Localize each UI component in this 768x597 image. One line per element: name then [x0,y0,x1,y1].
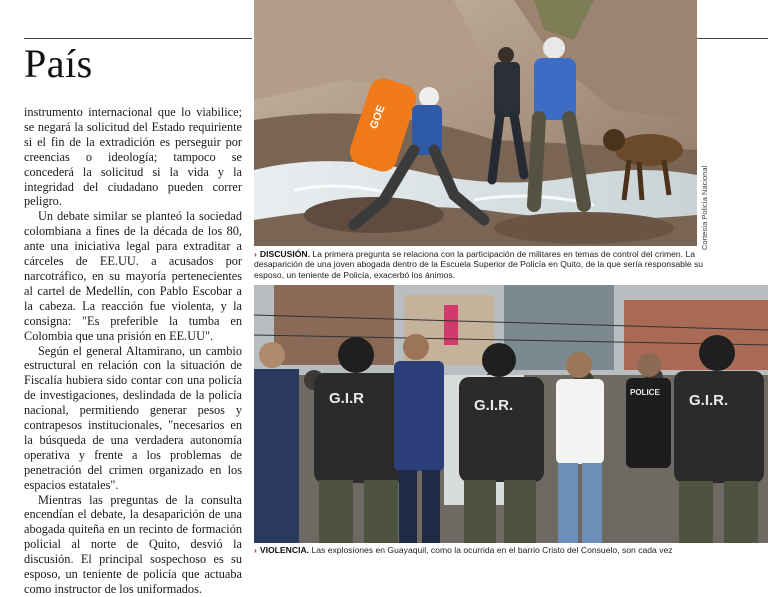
gir-photo-illustration [254,285,768,543]
caption-text: La primera pregunta se relaciona con la participación de militares en temas de control del crimen. La desaparición de una joven abogada dentro de la Escuela Superior de Policía en Quito, de la que sería responsable su esposo, un teniente de Policía, exacerbó los ánimos. [254,249,704,280]
caption-violencia [254,545,768,555]
left-column [24,0,242,596]
photo-rescue-scene [254,0,697,246]
vest-label-2: G.I.R. [474,397,514,414]
article-body [24,105,242,597]
photo-gir-officers [254,285,768,543]
rescue-photo-illustration [254,0,697,246]
right-rule [697,38,768,39]
vest-label-1: G.I.R [329,390,365,407]
caption-kicker: VIOLENCIA. [259,545,310,555]
section-title: País [24,41,93,86]
top-rule [24,38,252,39]
caption-discusion [254,249,724,280]
paragraph-3: Según el general Altamirano, un cambio estructural en relación con la situación de Fiscalía hubiera sido contar con una policía de investigaciones, deslindada de la policía nacional, permitiendo generar pesos y contrapesos institucionales, "necesarios en la búsqueda de una verdadera autonomía operativa y frente a los problemas de penetración del crimen organizado en los espacios estatales". [24,343,242,492]
caption-text: Las explosiones en Guayaquil, como la ocurrida en el barrio Cristo del Consuelo, son cada vez [311,545,673,555]
vest-label-3: G.I.R. [689,392,729,409]
vest-label: GOE [367,103,388,131]
caption-arrow-icon: › [254,545,257,555]
photo-credit: Cortesía Policía Nacional [700,165,709,250]
caption-kicker: DISCUSIÓN. [259,249,311,259]
caption-arrow-icon: › [254,249,257,259]
jacket-label: POLICE [630,388,660,397]
paragraph-4: Mientras las preguntas de la consulta encendían el debate, la desaparición de una abogada quiteña en un recinto de formación policial al norte de Quito, desvió la discusión. El principal sospechoso es su esposo, un teniente de policía que actuaba como instructor de los uniformados. [24,492,242,596]
paragraph-1: instrumento internacional que lo viabilice; se negará la solicitud del Estado requiriente si el fin de la extradición es perseguir por creencias o ideología; tampoco se concederá la solicitud si la vida y la integridad del ciudadano pueden correr peligro. [24,105,242,209]
paragraph-2: Un debate similar se planteó la sociedad colombiana a fines de la década de los 80, ante una iniciativa legal para extraditar a cárceles de EE.UU. a acusados por narcotráfico, en su mayoría pertenecientes al cartel de Medellín, con Pablo Escobar a la cabeza. La reacción fue violenta, y la consigna: "Es preferible la tumba en Colombia que una prisión en EE.UU". [24,209,242,343]
